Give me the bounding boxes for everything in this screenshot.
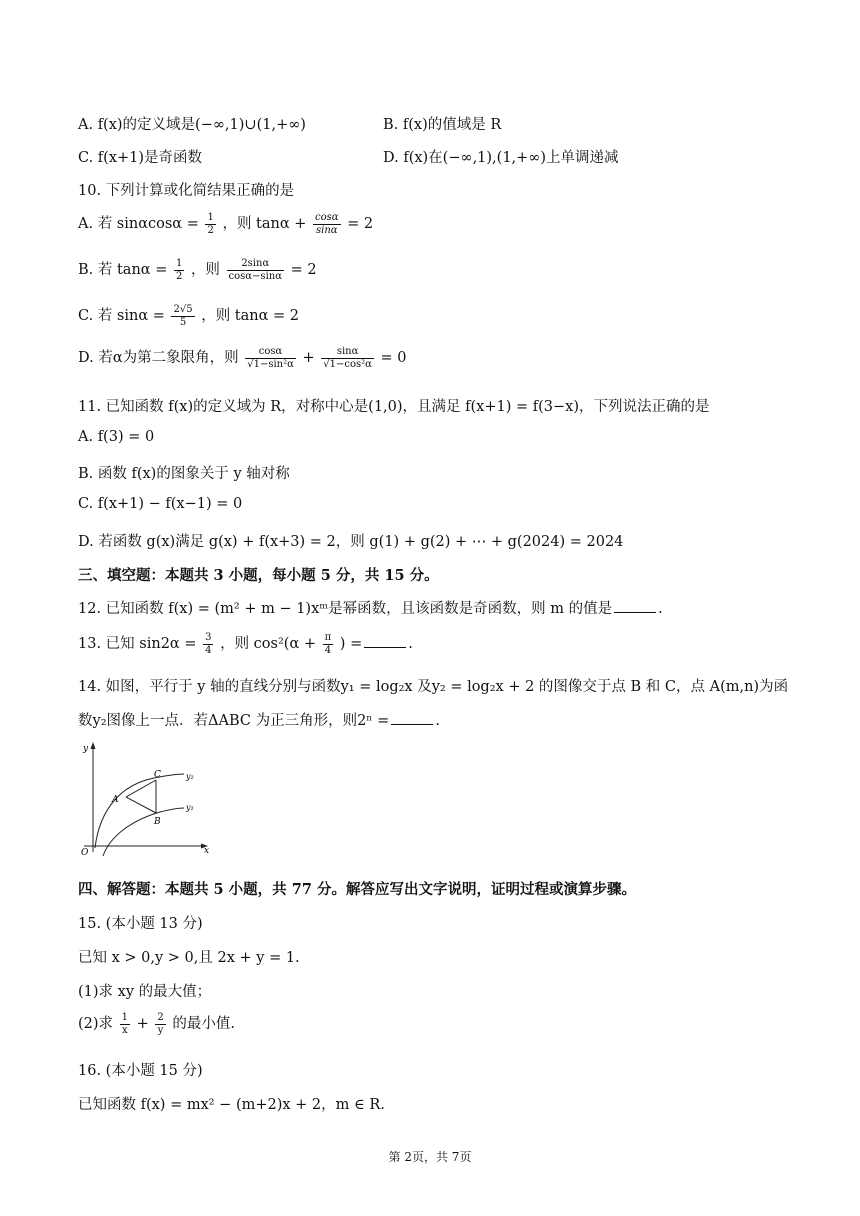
q10-stem: 10. 下列计算或化简结果正确的是 xyxy=(78,183,295,199)
label-x: x xyxy=(204,846,210,856)
section-4-heading: 四、解答题：本题共 5 小题，共 77 分。解答应写出文字说明，证明过程或演算步骤。 xyxy=(78,881,636,898)
q14-line2: 数y₂图像上一点．若ΔABC 为正三角形，则2ⁿ = . xyxy=(78,713,440,729)
q14-line1: 14. 如图，平行于 y 轴的直线分别与函数y₁ = log₂x 及y₂ = log₂x + 2 的图像交于点 B 和 C，点 A(m,n)为函 xyxy=(78,679,789,695)
curve-y2 xyxy=(95,774,184,848)
q11-option-c: C. f(x+1) − f(x−1) = 0 xyxy=(78,496,243,512)
label-b: B xyxy=(154,817,161,827)
q10-option-b: B. 若 tanα = $\frac{1}{2}$ ，则 $\frac{2\sin\alpha}{\cos\alpha-\sin\alpha}$ = 2 xyxy=(78,258,317,282)
q11-option-d: D. 若函数 g(x)满足 g(x) + f(x+3) = 2，则 g(1) + g(2) + ⋯ + g(2024) = 2024 xyxy=(78,534,624,550)
label-y2: y₂ xyxy=(186,772,194,781)
y-axis-arrow xyxy=(91,742,96,749)
q11-option-a: A. f(3) = 0 xyxy=(78,429,155,445)
q11-stem: 11. 已知函数 f(x)的定义域为 R，对称中心是(1,0)，且满足 f(x+1) = f(3−x)，下列说法正确的是 xyxy=(78,399,710,415)
answer-blank xyxy=(364,647,406,648)
page-footer: 第 2页，共 7页 xyxy=(388,1150,472,1164)
q11-option-b: B. 函数 f(x)的图象关于 y 轴对称 xyxy=(78,466,290,482)
q9-option-a: A. f(x)的定义域是(−∞,1)∪(1,+∞) xyxy=(78,117,306,133)
q9-option-b: B. f(x)的值域是 R xyxy=(383,117,502,133)
curve-y1 xyxy=(103,808,184,856)
label-a: A xyxy=(112,795,119,805)
q10-option-a: A. 若 sinαcosα = $\frac{1}{2}$ ，则 tanα + $\frac{\cos\alpha}{\sin\alpha}$ = 2 xyxy=(78,212,374,236)
q9-option-c: C. f(x+1)是奇函数 xyxy=(78,150,203,166)
q16-condition: 已知函数 f(x) = mx² − (m+2)x + 2，m ∈ R. xyxy=(78,1097,385,1113)
q16-heading: 16. (本小题 15 分) xyxy=(78,1063,203,1079)
q12: 12. 已知函数 f(x) = (m² + m − 1)xᵐ是幂函数，且该函数是奇函数，则 m 的值是 . xyxy=(78,601,663,617)
q15-part2: (2)求 $\frac{1}{x}$ + $\frac{2}{y}$ 的最小值. xyxy=(78,1012,235,1036)
label-c: C xyxy=(154,770,161,780)
answer-blank xyxy=(391,724,433,725)
label-y1: y₁ xyxy=(186,803,194,812)
q14-function-graph xyxy=(76,738,212,858)
segment-ac xyxy=(126,780,156,797)
section-3-heading: 三、填空题：本题共 3 小题，每小题 5 分，共 15 分。 xyxy=(78,567,439,584)
answer-blank xyxy=(614,612,656,613)
label-y: y xyxy=(83,744,89,754)
segment-ab xyxy=(126,797,156,813)
q10-option-c: C. 若 sinα = $\frac{2√5}{5}$ ，则 tanα = 2 xyxy=(78,304,300,328)
q13: 13. 已知 sin2α = $\frac{3}{4}$ ，则 cos²(α + $\frac{\pi}{4}$ ) = . xyxy=(78,632,413,656)
q15-condition: 已知 x > 0,y > 0,且 2x + y = 1. xyxy=(78,950,300,966)
q15-part1: (1)求 xy 的最大值； xyxy=(78,984,212,1000)
q9-option-d: D. f(x)在(−∞,1),(1,+∞)上单调递减 xyxy=(383,150,619,166)
q10-option-d: D. 若α为第二象限角，则 $\frac{\cos\alpha}{\text{√1−sin²α}}$ + $\frac{\sin\alpha}{\text{√1−cos²α}}$ = 0 xyxy=(78,346,407,370)
q15-heading: 15. (本小题 13 分) xyxy=(78,916,203,932)
label-origin: O xyxy=(81,848,89,858)
